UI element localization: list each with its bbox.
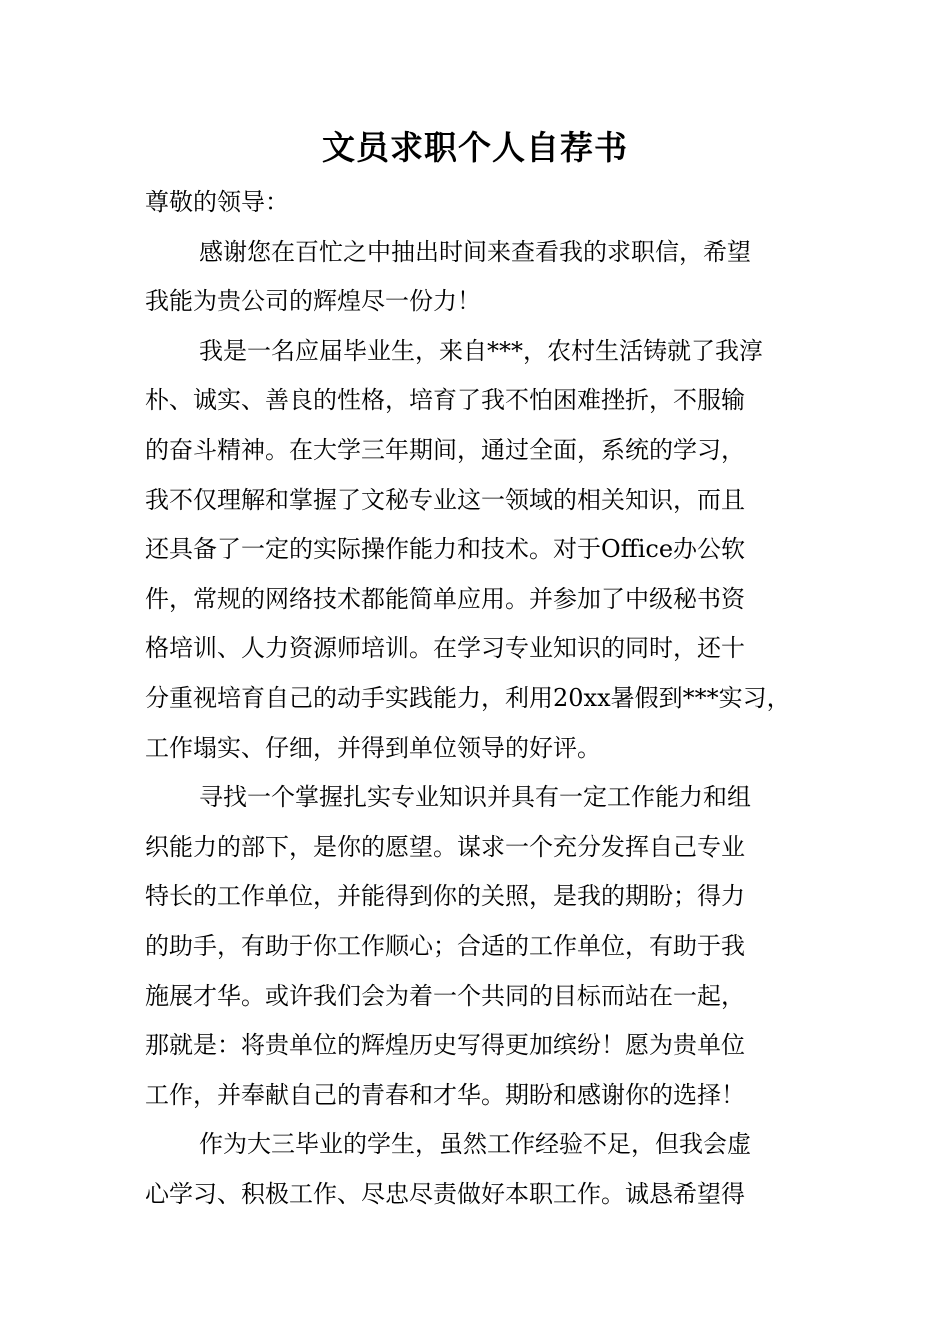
paragraph-line: 我是一名应届毕业生，来自***，农村生活铸就了我淳 bbox=[199, 336, 763, 365]
paragraph-line: 的助手，有助于你工作顺心；合适的工作单位，有助于我 bbox=[145, 931, 745, 960]
paragraph-line: 格培训、人力资源师培训。在学习专业知识的同时，还十 bbox=[145, 634, 745, 663]
paragraph-line: 朴、诚实、善良的性格，培育了我不怕困难挫折，不服输 bbox=[145, 386, 745, 415]
paragraph-line: 心学习、积极工作、尽忠尽责做好本职工作。诚恳希望得 bbox=[145, 1179, 745, 1208]
document-body bbox=[145, 178, 825, 1219]
paragraph-1 bbox=[145, 228, 825, 327]
paragraph-line: 我不仅理解和掌握了文秘专业这一领域的相关知识，而且 bbox=[145, 485, 745, 514]
paragraph-4 bbox=[145, 1120, 825, 1219]
paragraph-line: 还具备了一定的实际操作能力和技术。对于Office办公软 bbox=[145, 535, 746, 564]
paragraph-2 bbox=[145, 327, 825, 773]
paragraph-line: 我能为贵公司的辉煌尽一份力！ bbox=[145, 287, 481, 316]
paragraph-line: 分重视培育自己的动手实践能力，利用20xx暑假到***实习， bbox=[145, 683, 791, 712]
paragraph-line: 特长的工作单位，并能得到你的关照，是我的期盼；得力 bbox=[145, 882, 745, 911]
paragraph-line: 那就是：将贵单位的辉煌历史写得更加缤纷！愿为贵单位 bbox=[145, 1031, 745, 1060]
paragraph-line: 感谢您在百忙之中抽出时间来查看我的求职信，希望 bbox=[199, 237, 751, 266]
paragraph-line: 施展才华。或许我们会为着一个共同的目标而站在一起， bbox=[145, 981, 745, 1010]
paragraph-line: 工作塌实、仔细，并得到单位领导的好评。 bbox=[145, 733, 601, 762]
paragraph-line: 作为大三毕业的学生，虽然工作经验不足，但我会虚 bbox=[199, 1130, 751, 1159]
paragraph-line: 寻找一个掌握扎实专业知识并具有一定工作能力和组 bbox=[199, 783, 751, 812]
document-title: 文员求职个人自荐书 bbox=[322, 128, 628, 167]
paragraph-line: 织能力的部下，是你的愿望。谋求一个充分发挥自己专业 bbox=[145, 832, 745, 861]
paragraph-line: 工作，并奉献自己的青春和才华。期盼和感谢你的选择！ bbox=[145, 1080, 745, 1109]
paragraph-line: 的奋斗精神。在大学三年期间，通过全面，系统的学习， bbox=[145, 435, 745, 464]
paragraph-line: 件，常规的网络技术都能简单应用。并参加了中级秘书资 bbox=[145, 584, 745, 613]
salutation: 尊敬的领导： bbox=[145, 188, 289, 216]
paragraph-3 bbox=[145, 773, 825, 1120]
